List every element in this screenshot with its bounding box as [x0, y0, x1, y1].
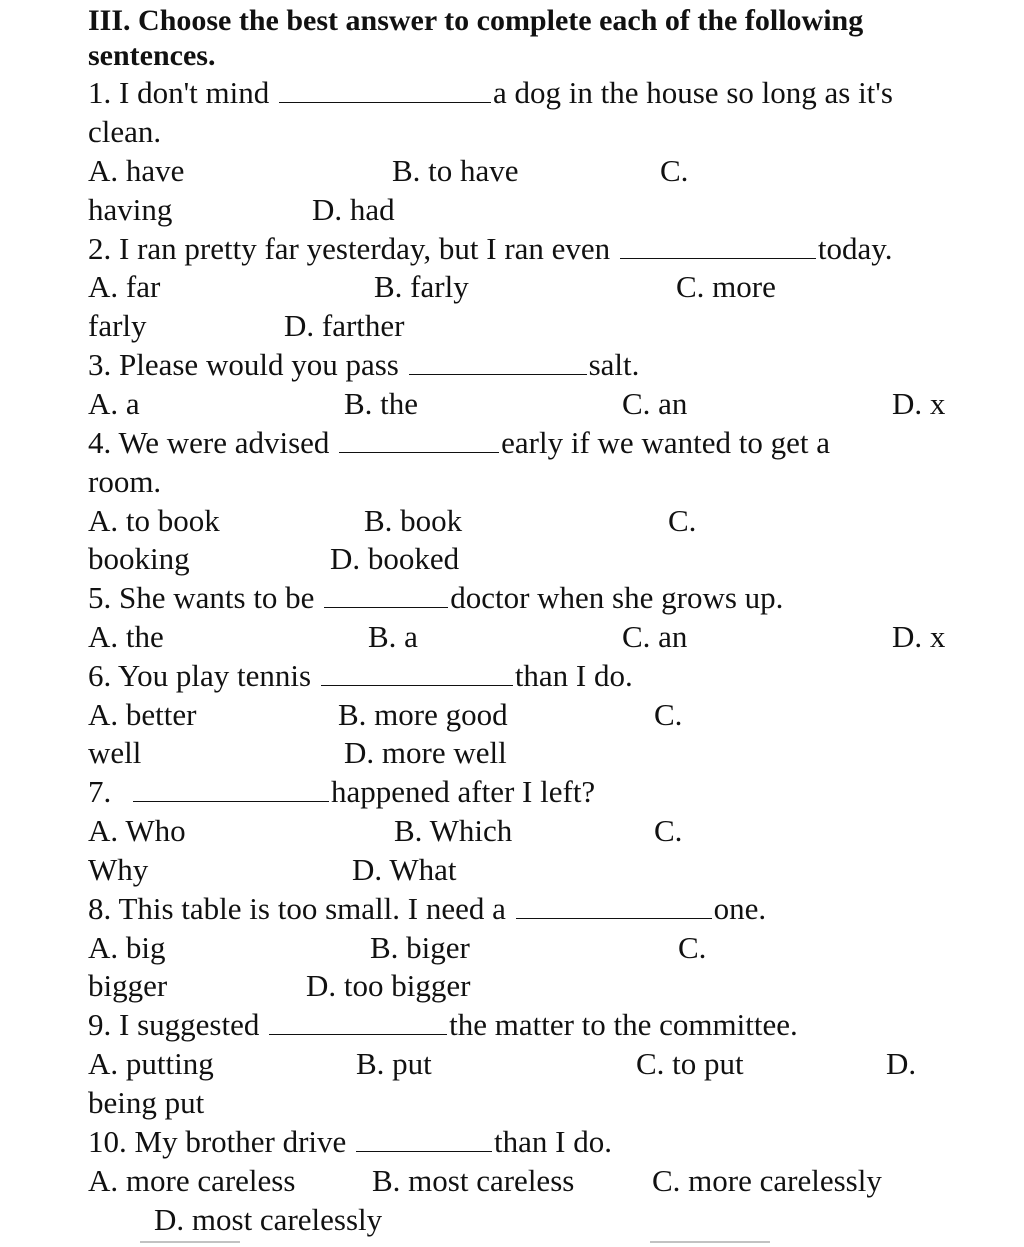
- question-text: than I do.: [494, 1124, 612, 1159]
- option-a: A. putting: [88, 1046, 214, 1081]
- question-4: [88, 424, 830, 462]
- option-b: B. to have: [392, 153, 519, 188]
- question-text: the matter to the committee.: [449, 1007, 798, 1042]
- option-c-cont: farly: [88, 308, 147, 343]
- option-c: C.: [654, 697, 683, 732]
- option-c: C.: [678, 930, 707, 965]
- question-text: salt.: [588, 347, 640, 382]
- option-b: B. farly: [374, 269, 469, 304]
- option-b: B. biger: [370, 930, 470, 965]
- answer-blank: [269, 1010, 447, 1035]
- cropped-text-fragment: [140, 1233, 240, 1247]
- option-a: A. a: [88, 386, 140, 421]
- option-c: C.: [660, 153, 689, 188]
- question-1: [88, 74, 893, 112]
- option-b: B. book: [364, 503, 463, 538]
- option-d: D.: [886, 1046, 917, 1081]
- question-text: happened after I left?: [331, 774, 596, 809]
- question-10: [88, 1123, 612, 1161]
- option-d: D. x: [892, 619, 946, 654]
- option-c: C.: [668, 503, 697, 538]
- section-heading: III. Choose the best answer to complete each of the following: [88, 4, 864, 37]
- answer-blank: [409, 350, 587, 375]
- option-c: C. an: [622, 386, 688, 421]
- option-d: D. more well: [344, 735, 507, 770]
- answer-blank: [516, 894, 712, 919]
- option-a: A. have: [88, 153, 185, 188]
- option-c: C. to put: [636, 1046, 744, 1081]
- question-9: [88, 1006, 798, 1044]
- question-text: 9. I suggested: [88, 1007, 260, 1042]
- question-text: 6. You play tennis: [88, 658, 312, 693]
- question-text: 7.: [88, 774, 112, 809]
- question-4-cont: room.: [88, 464, 162, 499]
- question-text: doctor when she grows up.: [450, 580, 784, 615]
- question-1-cont: clean.: [88, 114, 162, 149]
- answer-blank: [356, 1127, 492, 1152]
- option-d: D. booked: [330, 541, 460, 576]
- option-a: A. the: [88, 619, 164, 654]
- question-text: 4. We were advised: [88, 425, 330, 460]
- answer-blank: [620, 234, 816, 259]
- option-d: D. farther: [284, 308, 405, 343]
- option-c: C. more carelessly: [652, 1163, 882, 1198]
- question-text: 8. This table is too small. I need a: [88, 891, 506, 926]
- option-a: A. far: [88, 269, 161, 304]
- answer-blank: [321, 661, 513, 686]
- answer-blank: [324, 583, 448, 608]
- option-a: A. Who: [88, 813, 186, 848]
- option-c: C. an: [622, 619, 688, 654]
- question-3: [88, 346, 639, 384]
- question-text: 10. My brother drive: [88, 1124, 347, 1159]
- question-text: one.: [713, 891, 767, 926]
- question-2: [88, 230, 893, 268]
- answer-blank: [339, 428, 499, 453]
- option-c: C. more: [676, 269, 776, 304]
- question-8: [88, 890, 766, 928]
- option-a: A. more careless: [88, 1163, 296, 1198]
- option-b: B. put: [356, 1046, 432, 1081]
- question-text: 2. I ran pretty far yesterday, but I ran even: [88, 231, 611, 266]
- option-c: C.: [654, 813, 683, 848]
- option-c-cont: having: [88, 192, 173, 227]
- option-c-cont: bigger: [88, 968, 168, 1003]
- option-d: D. What: [352, 852, 457, 887]
- option-b: B. a: [368, 619, 418, 654]
- cropped-text-fragment: [650, 1233, 770, 1247]
- option-b: B. Which: [394, 813, 513, 848]
- question-text: 5. She wants to be: [88, 580, 315, 615]
- option-a: A. big: [88, 930, 166, 965]
- option-a: A. to book: [88, 503, 220, 538]
- option-d: D. x: [892, 386, 946, 421]
- question-5: [88, 579, 783, 617]
- answer-blank: [279, 78, 491, 103]
- option-d: D. most carelessly: [154, 1202, 383, 1237]
- option-d: D. had: [312, 192, 395, 227]
- option-c-cont: well: [88, 735, 142, 770]
- option-d-cont: being put: [88, 1085, 205, 1120]
- question-text: than I do.: [514, 658, 633, 693]
- option-b: B. the: [344, 386, 419, 421]
- option-d: D. too bigger: [306, 968, 471, 1003]
- question-6: [88, 657, 633, 695]
- question-text: a dog in the house so long as it's: [493, 75, 893, 110]
- question-text: 1. I don't mind: [88, 75, 270, 110]
- option-c-cont: Why: [88, 852, 149, 887]
- answer-blank: [133, 777, 329, 802]
- option-a: A. better: [88, 697, 197, 732]
- option-b: B. most careless: [372, 1163, 575, 1198]
- option-c-cont: booking: [88, 541, 190, 576]
- question-text: today.: [817, 231, 893, 266]
- question-text: early if we wanted to get a: [501, 425, 830, 460]
- question-text: 3. Please would you pass: [88, 347, 399, 382]
- section-heading-cont: sentences.: [88, 39, 216, 72]
- option-b: B. more good: [338, 697, 508, 732]
- question-7: [88, 773, 595, 811]
